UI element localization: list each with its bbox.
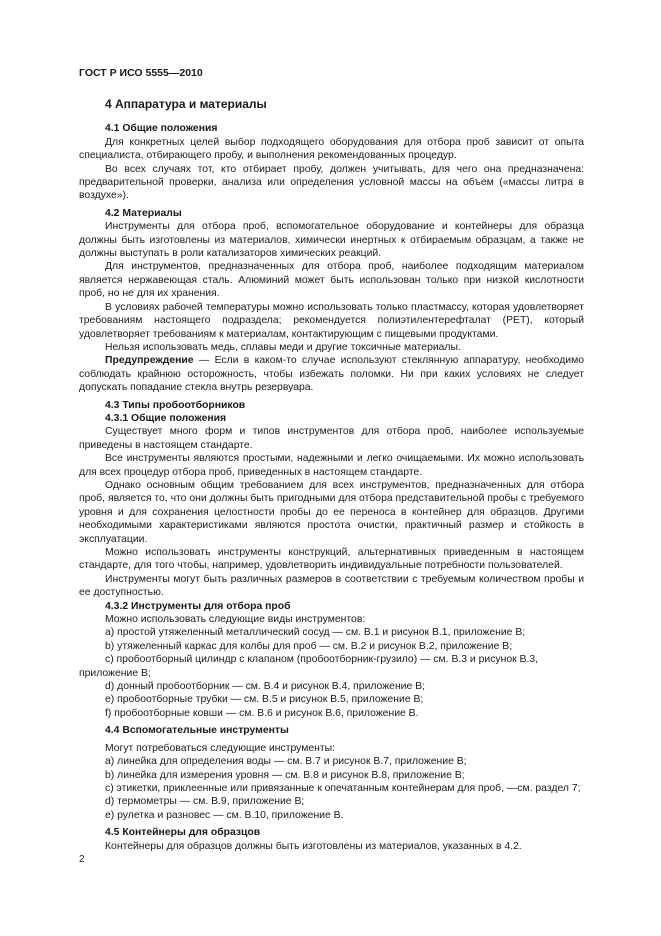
paragraph: Во всех случаях тот, кто отбирает пробу, должен учитывать, для чего она предназначена: предварительной проверки, анализа или определения условной массы на объем («массы литра в воздухе»). (79, 163, 584, 202)
subsection-4-3-title: 4.3 Типы пробоотборников (105, 399, 246, 411)
list-item: e) пробоотборные трубки — см. B.5 и рисунок B.5, приложение B; (105, 694, 424, 706)
subsection-4-5-title: 4.5 Контейнеры для образцов (105, 827, 261, 839)
paragraph: Все инструменты являются простыми, надежными и легко очищаемыми. Их можно использовать для всех процедур отбора проб, приведенных в настоящем стандарте. (79, 453, 584, 478)
list-item: e) рулетка и разновес — см. B.10, приложение B. (105, 809, 344, 821)
page-number: 2 (79, 854, 85, 865)
subsection-4-3-2-title: 4.3.2 Инструменты для отбора проб (105, 600, 291, 612)
list-intro: Могут потребоваться следующие инструменты: (105, 742, 336, 754)
page-content (79, 98, 584, 853)
list-item: d) термометры — см. B.9, приложение B; (105, 796, 305, 808)
paragraph: Для конкретных целей выбор подходящего оборудования для отбора проб зависит от опыта специалиста, отбирающего пробу, и выполнения рекомендованных процедур. (79, 136, 584, 162)
list-item: d) донный пробоотборник — см. B.4 и рисунок B.4, приложение B; (105, 681, 425, 693)
list-item: c) этикетки, приклеенные или привязанные к опечатанным контейнерам для проб, —см. раздел 7; (105, 782, 581, 794)
paragraph: Для инструментов, предназначенных для отбора проб, наиболее подходящим материалом является нержавеющая сталь. Алюминий может быть использован только при низкой кислотности проб, но не для их хранения. (79, 261, 584, 300)
list-item: b) утяжеленный каркас для колбы для проб — см. B.2 и рисунок B.2, приложение B; (105, 640, 513, 652)
paragraph: Инструменты для отбора проб, вспомогательное оборудование и контейнеры для образца должны быть изготовлены из материалов, химически инертных к отбираемым образцам, а также не должны выступать в роли катализаторов химических реакций. (79, 221, 584, 260)
document-header: ГОСТ Р ИСО 5555—2010 (79, 67, 203, 79)
warning-label: Предупреждение (105, 355, 194, 367)
subsection-4-1-title: 4.1 Общие положения (105, 123, 218, 135)
list-item: a) простой утяжеленный металлический сосуд — см. B.1 и рисунок B.1, приложение B; (105, 627, 526, 639)
paragraph: Нельзя использовать медь, сплавы меди и другие токсичные материалы. (105, 341, 461, 353)
paragraph: Существует много форм и типов инструментов для отбора проб, наиболее используемые приведены в настоящем стандарте. (79, 426, 584, 451)
list-item: b) линейка для измерения уровня — см. B.8 и рисунок B.8, приложение B; (105, 769, 465, 781)
paragraph: Однако основным общим требованием для всех инструментов, предназначенных для отбора проб, является то, что они должны быть пригодными для отбора представительной пробы с требуемого уровня и для сохранения целостности пробы до ее переноса в контейнер для образцов. Другими необходимыми характеристиками являются простота очистки, практичный размер и стойкость в эксплуатации. (79, 479, 584, 545)
warning-paragraph (79, 354, 584, 394)
list-item: c) пробоотборный цилиндр с клапаном (пробоотборник-грузило) — см. B.3 и рисунок B.3, приложение B; (79, 654, 539, 679)
subsection-4-3-1-title: 4.3.1 Общие положения (105, 412, 227, 424)
paragraph: Контейнеры для образцов должны быть изготовлены из материалов, указанных в 4.2. (105, 840, 522, 852)
paragraph: Можно использовать инструменты конструкций, альтернативных приведенным в настоящем стандарте, для того чтобы, например, удовлетворить индивидуальные потребности пользователей. (79, 547, 584, 572)
subsection-4-4-title: 4.4 Вспомогательные инструменты (105, 725, 289, 737)
section-4-title: 4 Аппаратура и материалы (105, 97, 267, 111)
paragraph: Инструменты могут быть различных размеров в соответствии с требуемым количеством пробы и ее доступностью. (79, 573, 584, 599)
subsection-4-2-title: 4.2 Материалы (105, 207, 182, 219)
warning-text: — Если в каком-то случае используют стеклянную аппаратуру, необходимо соблюдать крайнюю осторожность, чтобы избежать поломки. Ни при каких условиях не следует допускать попадание стекла внутрь резервуара. (79, 355, 584, 394)
list-intro: Можно использовать следующие виды инструментов: (105, 614, 366, 626)
list-item: f) пробоотборные ковши — см. B.6 и рисунок B.6, приложение B. (105, 707, 419, 719)
paragraph: В условиях рабочей температуры можно использовать только пластмассу, которая удовлетворяет требованиям настоящего подраздела; рекомендуется полиэтилентерефталат (PET), который удовлетворяет требованиям к материалам, контактирующим с пищевыми продуктами. (79, 301, 584, 340)
list-item: a) линейка для определения воды — см. B.7 и рисунок B.7, приложение B; (105, 756, 467, 768)
